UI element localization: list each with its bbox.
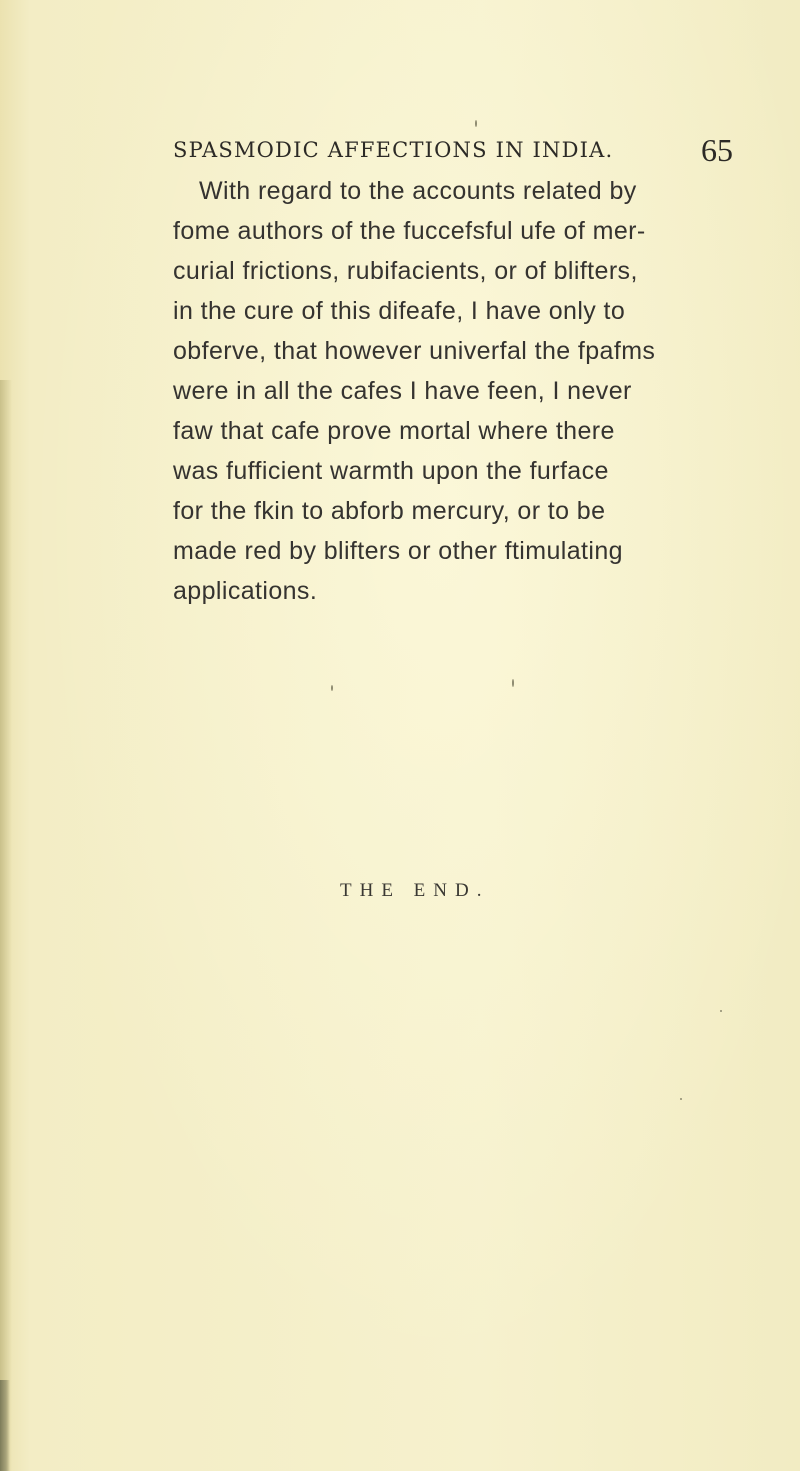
paper-speck [331, 685, 333, 691]
paper-speck [512, 679, 514, 687]
page-edge-stain [0, 1380, 10, 1471]
page-gutter-shadow [0, 380, 12, 1471]
paper-speck [720, 1010, 722, 1012]
text-line: applications. [173, 577, 318, 605]
text-line: were in all the cafes I have feen, I never [173, 377, 632, 405]
running-title: SPASMODIC AFFECTIONS IN INDIA. [173, 138, 614, 162]
text-line: With regard to the accounts related by [199, 177, 637, 205]
the-end-label: THE END. [340, 880, 490, 901]
text-line: made red by blifters or other ftimulating [173, 537, 623, 565]
paper-speck [680, 1098, 682, 1100]
page-number: 65 [701, 132, 733, 168]
text-line: fome authors of the fuccefsful ufe of mer- [173, 217, 646, 245]
colophon [0, 880, 800, 910]
text-line: obferve, that however univerfal the fpafms [173, 337, 656, 365]
text-line: for the fkin to abforb mercury, or to be [173, 497, 606, 525]
text-line: was fufficient warmth upon the furface [173, 457, 609, 485]
page-header [173, 132, 733, 176]
paper-speck [475, 120, 477, 127]
text-line: faw that cafe prove mortal where there [173, 417, 615, 445]
text-line: curial frictions, rubifacients, or of blifters, [173, 257, 638, 285]
text-line: in the cure of this difeafe, I have only to [173, 297, 626, 325]
